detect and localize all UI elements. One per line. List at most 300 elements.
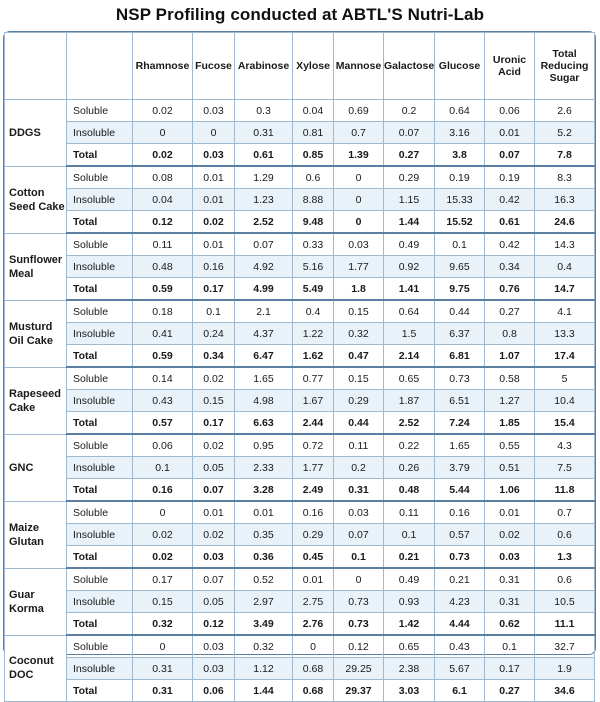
value-cell: 0.03 (193, 100, 235, 122)
value-cell: 0.36 (235, 546, 293, 569)
value-cell: 1.8 (334, 278, 384, 301)
fraction-type-cell: Total (67, 613, 133, 636)
value-cell: 0.1 (334, 546, 384, 569)
value-cell: 2.14 (384, 345, 435, 368)
table-row (5, 323, 595, 345)
value-cell: 1.5 (384, 323, 435, 345)
feed-name-cell: Maize Glutan (5, 501, 67, 568)
value-cell: 3.16 (435, 122, 485, 144)
value-cell: 17.4 (535, 345, 595, 368)
value-cell: 2.52 (235, 211, 293, 234)
value-cell: 0.72 (293, 434, 334, 457)
value-cell: 2.38 (384, 658, 435, 680)
value-cell: 0.12 (133, 211, 193, 234)
value-cell: 0.03 (193, 144, 235, 167)
value-cell: 0.17 (193, 278, 235, 301)
value-cell: 6.51 (435, 390, 485, 412)
table-row (5, 166, 595, 189)
value-cell: 0.27 (485, 680, 535, 702)
table-row (5, 300, 595, 323)
value-cell: 2.44 (293, 412, 334, 435)
value-cell: 0.19 (485, 166, 535, 189)
value-cell: 0.17 (133, 568, 193, 591)
value-cell: 0.73 (435, 367, 485, 390)
value-cell: 6.1 (435, 680, 485, 702)
fraction-type-cell: Insoluble (67, 658, 133, 680)
value-cell: 0.73 (334, 591, 384, 613)
value-cell: 0.11 (133, 233, 193, 256)
feed-name-cell: Rapeseed Cake (5, 367, 67, 434)
table-row-total (5, 412, 595, 435)
value-cell: 1.77 (293, 457, 334, 479)
value-cell: 32.7 (535, 635, 595, 658)
column-header: Xylose (293, 33, 334, 100)
value-cell: 0.1 (384, 524, 435, 546)
value-cell: 15.33 (435, 189, 485, 211)
value-cell: 9.65 (435, 256, 485, 278)
table-row (5, 524, 595, 546)
value-cell: 1.3 (535, 546, 595, 569)
value-cell: 0.32 (235, 635, 293, 658)
value-cell: 0.1 (193, 300, 235, 323)
value-cell: 0.07 (334, 524, 384, 546)
value-cell: 0.7 (334, 122, 384, 144)
table-row-total (5, 278, 595, 301)
value-cell: 0.81 (293, 122, 334, 144)
header-type-corner (67, 33, 133, 100)
value-cell: 0.4 (293, 300, 334, 323)
feed-name-cell: Guar Korma (5, 568, 67, 635)
value-cell: 0.18 (133, 300, 193, 323)
value-cell: 6.63 (235, 412, 293, 435)
value-cell: 0.29 (293, 524, 334, 546)
value-cell: 0.77 (293, 367, 334, 390)
value-cell: 11.8 (535, 479, 595, 502)
value-cell: 0.07 (193, 568, 235, 591)
value-cell: 0.11 (334, 434, 384, 457)
feed-name-cell: Musturd Oil Cake (5, 300, 67, 367)
value-cell: 1.62 (293, 345, 334, 368)
value-cell: 0.01 (485, 122, 535, 144)
value-cell: 0.02 (193, 367, 235, 390)
value-cell: 0.29 (384, 166, 435, 189)
value-cell: 0.02 (133, 100, 193, 122)
value-cell: 0.01 (485, 501, 535, 524)
fraction-type-cell: Total (67, 278, 133, 301)
table-row (5, 122, 595, 144)
value-cell: 0.4 (535, 256, 595, 278)
value-cell: 0.16 (435, 501, 485, 524)
value-cell: 0.41 (133, 323, 193, 345)
value-cell: 10.4 (535, 390, 595, 412)
table-row-total (5, 680, 595, 702)
value-cell: 0.27 (384, 144, 435, 167)
value-cell: 0.65 (384, 635, 435, 658)
value-cell: 0.48 (384, 479, 435, 502)
value-cell: 0.12 (193, 613, 235, 636)
value-cell: 0.33 (293, 233, 334, 256)
fraction-type-cell: Total (67, 144, 133, 167)
value-cell: 0.43 (133, 390, 193, 412)
value-cell: 1.29 (235, 166, 293, 189)
fraction-type-cell: Soluble (67, 434, 133, 457)
value-cell: 1.44 (235, 680, 293, 702)
table-row (5, 256, 595, 278)
table-row (5, 434, 595, 457)
value-cell: 0.2 (334, 457, 384, 479)
fraction-type-cell: Insoluble (67, 323, 133, 345)
value-cell: 0 (133, 122, 193, 144)
column-header: Uronic Acid (485, 33, 535, 100)
value-cell: 0.1 (435, 233, 485, 256)
value-cell: 1.12 (235, 658, 293, 680)
value-cell: 2.76 (293, 613, 334, 636)
value-cell: 5.2 (535, 122, 595, 144)
value-cell: 0.31 (485, 568, 535, 591)
value-cell: 10.5 (535, 591, 595, 613)
column-header: Total Reducing Sugar (535, 33, 595, 100)
value-cell: 0.44 (435, 300, 485, 323)
value-cell: 0.15 (133, 591, 193, 613)
value-cell: 0.07 (235, 233, 293, 256)
value-cell: 0 (133, 501, 193, 524)
value-cell: 0.31 (133, 658, 193, 680)
value-cell: 5.67 (435, 658, 485, 680)
value-cell: 0.61 (485, 211, 535, 234)
fraction-type-cell: Soluble (67, 300, 133, 323)
value-cell: 11.1 (535, 613, 595, 636)
nsp-table-frame (3, 31, 596, 697)
value-cell: 0.17 (193, 412, 235, 435)
value-cell: 2.75 (293, 591, 334, 613)
table-row-total (5, 479, 595, 502)
table-row (5, 568, 595, 591)
value-cell: 0.93 (384, 591, 435, 613)
value-cell: 0.57 (435, 524, 485, 546)
value-cell: 8.88 (293, 189, 334, 211)
value-cell: 5.16 (293, 256, 334, 278)
value-cell: 0.52 (235, 568, 293, 591)
value-cell: 7.8 (535, 144, 595, 167)
value-cell: 0.61 (235, 144, 293, 167)
value-cell: 0.17 (485, 658, 535, 680)
value-cell: 6.37 (435, 323, 485, 345)
fraction-type-cell: Total (67, 546, 133, 569)
value-cell: 0.02 (193, 434, 235, 457)
value-cell: 0.92 (384, 256, 435, 278)
value-cell: 1.41 (384, 278, 435, 301)
value-cell: 0.06 (485, 100, 535, 122)
value-cell: 0 (334, 568, 384, 591)
fraction-type-cell: Insoluble (67, 390, 133, 412)
value-cell: 14.3 (535, 233, 595, 256)
value-cell: 2.97 (235, 591, 293, 613)
header-row (5, 33, 595, 100)
value-cell: 15.52 (435, 211, 485, 234)
value-cell: 16.3 (535, 189, 595, 211)
value-cell: 0.03 (334, 233, 384, 256)
fraction-type-cell: Soluble (67, 367, 133, 390)
value-cell: 0.44 (334, 412, 384, 435)
value-cell: 0.32 (133, 613, 193, 636)
value-cell: 0.1 (133, 457, 193, 479)
value-cell: 3.28 (235, 479, 293, 502)
value-cell: 0.2 (384, 100, 435, 122)
fraction-type-cell: Soluble (67, 233, 133, 256)
feed-name-cell: Cotton Seed Cake (5, 166, 67, 233)
value-cell: 1.67 (293, 390, 334, 412)
fraction-type-cell: Soluble (67, 635, 133, 658)
column-header: Rhamnose (133, 33, 193, 100)
value-cell: 1.65 (235, 367, 293, 390)
fraction-type-cell: Soluble (67, 100, 133, 122)
value-cell: 4.3 (535, 434, 595, 457)
value-cell: 0.03 (485, 546, 535, 569)
value-cell: 2.49 (293, 479, 334, 502)
value-cell: 1.87 (384, 390, 435, 412)
value-cell: 0.6 (535, 568, 595, 591)
value-cell: 13.3 (535, 323, 595, 345)
table-row (5, 658, 595, 680)
value-cell: 0.02 (485, 524, 535, 546)
table-row (5, 457, 595, 479)
page-title: NSP Profiling conducted at ABTL'S Nutri-Lab (115, 5, 485, 24)
value-cell: 0.65 (384, 367, 435, 390)
value-cell: 0.34 (485, 256, 535, 278)
value-cell: 0.1 (485, 635, 535, 658)
value-cell: 0.04 (293, 100, 334, 122)
value-cell: 0.01 (235, 501, 293, 524)
value-cell: 0.69 (334, 100, 384, 122)
nsp-profile-table (4, 32, 595, 702)
table-row-total (5, 613, 595, 636)
table-row-total (5, 144, 595, 167)
value-cell: 6.81 (435, 345, 485, 368)
table-row (5, 233, 595, 256)
value-cell: 2.1 (235, 300, 293, 323)
value-cell: 0.02 (133, 546, 193, 569)
table-row (5, 501, 595, 524)
value-cell: 0.42 (485, 233, 535, 256)
value-cell: 0.51 (485, 457, 535, 479)
value-cell: 14.7 (535, 278, 595, 301)
column-header: Fucose (193, 33, 235, 100)
value-cell: 1.42 (384, 613, 435, 636)
value-cell: 1.39 (334, 144, 384, 167)
value-cell: 0.6 (535, 524, 595, 546)
value-cell: 5 (535, 367, 595, 390)
value-cell: 0.43 (435, 635, 485, 658)
value-cell: 4.92 (235, 256, 293, 278)
value-cell: 4.44 (435, 613, 485, 636)
value-cell: 0.03 (334, 501, 384, 524)
value-cell: 0 (334, 166, 384, 189)
value-cell: 0.04 (133, 189, 193, 211)
value-cell: 1.23 (235, 189, 293, 211)
value-cell: 0.45 (293, 546, 334, 569)
value-cell: 0.06 (193, 680, 235, 702)
value-cell: 0.07 (384, 122, 435, 144)
header-corner (5, 33, 67, 100)
value-cell: 1.06 (485, 479, 535, 502)
fraction-type-cell: Soluble (67, 166, 133, 189)
value-cell: 0.32 (334, 323, 384, 345)
value-cell: 7.24 (435, 412, 485, 435)
value-cell: 0.02 (193, 524, 235, 546)
value-cell: 0.64 (435, 100, 485, 122)
value-cell: 9.75 (435, 278, 485, 301)
table-row (5, 591, 595, 613)
value-cell: 0.49 (384, 233, 435, 256)
value-cell: 1.85 (485, 412, 535, 435)
value-cell: 0.58 (485, 367, 535, 390)
table-row (5, 189, 595, 211)
value-cell: 34.6 (535, 680, 595, 702)
value-cell: 0.03 (193, 546, 235, 569)
value-cell: 7.5 (535, 457, 595, 479)
value-cell: 0.14 (133, 367, 193, 390)
value-cell: 4.23 (435, 591, 485, 613)
value-cell: 0.8 (485, 323, 535, 345)
value-cell: 0.22 (384, 434, 435, 457)
table-row (5, 635, 595, 658)
value-cell: 0.15 (334, 367, 384, 390)
value-cell: 0.01 (193, 189, 235, 211)
value-cell: 0 (334, 211, 384, 234)
value-cell: 0.15 (193, 390, 235, 412)
table-row-total (5, 345, 595, 368)
value-cell: 0.73 (334, 613, 384, 636)
fraction-type-cell: Insoluble (67, 122, 133, 144)
value-cell: 1.9 (535, 658, 595, 680)
fraction-type-cell: Soluble (67, 501, 133, 524)
value-cell: 2.6 (535, 100, 595, 122)
value-cell: 0.62 (485, 613, 535, 636)
feed-name-cell: Sunflower Meal (5, 233, 67, 300)
value-cell: 0.24 (193, 323, 235, 345)
column-header: Galactose (384, 33, 435, 100)
feed-name-cell: GNC (5, 434, 67, 501)
value-cell: 0.95 (235, 434, 293, 457)
value-cell: 0.07 (485, 144, 535, 167)
value-cell: 5.44 (435, 479, 485, 502)
value-cell: 3.79 (435, 457, 485, 479)
value-cell: 0.48 (133, 256, 193, 278)
value-cell: 0.26 (384, 457, 435, 479)
value-cell: 0.21 (435, 568, 485, 591)
value-cell: 0 (133, 635, 193, 658)
table-row (5, 100, 595, 122)
value-cell: 4.37 (235, 323, 293, 345)
value-cell: 1.65 (435, 434, 485, 457)
value-cell: 0.35 (235, 524, 293, 546)
value-cell: 1.15 (384, 189, 435, 211)
value-cell: 0.76 (485, 278, 535, 301)
value-cell: 0.59 (133, 345, 193, 368)
fraction-type-cell: Total (67, 479, 133, 502)
value-cell: 0.57 (133, 412, 193, 435)
fraction-type-cell: Insoluble (67, 256, 133, 278)
value-cell: 0.49 (384, 568, 435, 591)
fraction-type-cell: Insoluble (67, 189, 133, 211)
value-cell: 0.01 (193, 166, 235, 189)
value-cell: 0.31 (334, 479, 384, 502)
feed-name-cell: Coconut DOC (5, 635, 67, 702)
fraction-type-cell: Total (67, 412, 133, 435)
value-cell: 0.68 (293, 658, 334, 680)
value-cell: 8.3 (535, 166, 595, 189)
value-cell: 4.1 (535, 300, 595, 323)
value-cell: 5.49 (293, 278, 334, 301)
value-cell: 0.42 (485, 189, 535, 211)
value-cell: 0.29 (334, 390, 384, 412)
value-cell: 0.19 (435, 166, 485, 189)
fraction-type-cell: Total (67, 211, 133, 234)
feed-name-cell: DDGS (5, 100, 67, 167)
value-cell: 0.01 (193, 501, 235, 524)
value-cell: 0.15 (334, 300, 384, 323)
value-cell: 0.21 (384, 546, 435, 569)
value-cell: 0.6 (293, 166, 334, 189)
value-cell: 0.07 (193, 479, 235, 502)
value-cell: 0.85 (293, 144, 334, 167)
table-row (5, 390, 595, 412)
fraction-type-cell: Soluble (67, 568, 133, 591)
value-cell: 0.11 (384, 501, 435, 524)
value-cell: 1.44 (384, 211, 435, 234)
fraction-type-cell: Insoluble (67, 524, 133, 546)
table-row-total (5, 546, 595, 569)
fraction-type-cell: Total (67, 345, 133, 368)
value-cell: 0.01 (293, 568, 334, 591)
value-cell: 6.47 (235, 345, 293, 368)
value-cell: 0.05 (193, 591, 235, 613)
column-header: Arabinose (235, 33, 293, 100)
value-cell: 0.68 (293, 680, 334, 702)
fraction-type-cell: Insoluble (67, 457, 133, 479)
value-cell: 4.99 (235, 278, 293, 301)
value-cell: 9.48 (293, 211, 334, 234)
value-cell: 0.02 (193, 211, 235, 234)
value-cell: 0.01 (193, 233, 235, 256)
value-cell: 0.55 (485, 434, 535, 457)
value-cell: 15.4 (535, 412, 595, 435)
value-cell: 1.07 (485, 345, 535, 368)
value-cell: 24.6 (535, 211, 595, 234)
value-cell: 0.16 (133, 479, 193, 502)
fraction-type-cell: Total (67, 680, 133, 702)
value-cell: 0.02 (133, 144, 193, 167)
value-cell: 0.34 (193, 345, 235, 368)
value-cell: 0.08 (133, 166, 193, 189)
value-cell: 0.7 (535, 501, 595, 524)
value-cell: 29.25 (334, 658, 384, 680)
value-cell: 0.05 (193, 457, 235, 479)
value-cell: 0.31 (485, 591, 535, 613)
value-cell: 29.37 (334, 680, 384, 702)
table-row (5, 367, 595, 390)
value-cell: 2.52 (384, 412, 435, 435)
value-cell: 0 (193, 122, 235, 144)
value-cell: 4.98 (235, 390, 293, 412)
value-cell: 0 (293, 635, 334, 658)
table-row-total (5, 211, 595, 234)
value-cell: 0.27 (485, 300, 535, 323)
value-cell: 0.02 (133, 524, 193, 546)
fraction-type-cell: Insoluble (67, 591, 133, 613)
value-cell: 0.31 (133, 680, 193, 702)
value-cell: 0 (334, 189, 384, 211)
